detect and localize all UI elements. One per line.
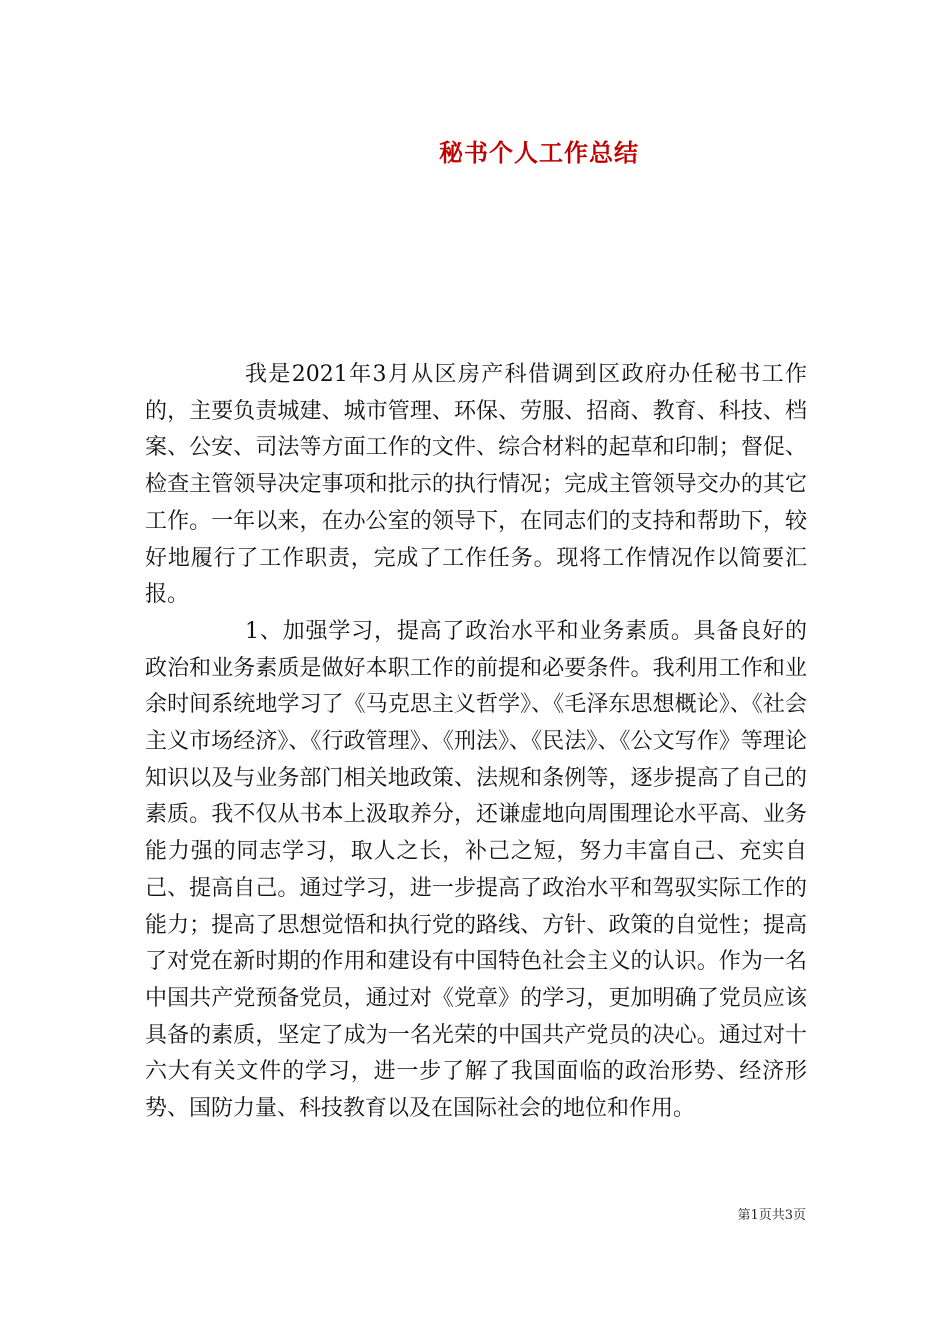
document-title: 秘书个人工作总结 <box>439 138 639 167</box>
page-number: 第1页共3页 <box>737 1208 806 1223</box>
paragraph-study: 1、加强学习，提高了政治水平和业务素质。具备良好的政治和业务素质是做好本职工作的前提和必要条件。我利用工作和业余时间系统地学习了《马克思主义哲学》、《毛泽东思想概论》、《社会主义市场经济》、《行政管理》、《刑法》、《民法》、《公文写作》等理论知识以及与业务部门相关地政策、法规和条例等，逐步提高了自己的素质。我不仅从书本上汲取养分，还谦虚地向周围理论水平高、业务能力强的同志学习，取人之长，补己之短，努力丰富自己、充实自己、提高自己。通过学习，进一步提高了政治水平和驾驭实际工作的能力；提高了思想觉悟和执行党的路线、方针、政策的自觉性；提高了对党在新时期的作用和建设有中国特色社会主义的认识。作为一名中国共产党预备党员，通过对《党章》的学习，更加明确了党员应该具备的素质，坚定了成为一名光荣的中国共产党员的决心。通过对十六大有关文件的学习，进一步了解了我国面临的政治形势、经济形势、国防力量、科技教育以及在国际社会的地位和作用。 <box>145 618 807 1122</box>
document-body <box>145 357 807 1128</box>
paragraph-intro: 我是2021年3月从区房产科借调到区政府办任秘书工作的，主要负责城建、城市管理、环保、劳服、招商、教育、科技、档案、公安、司法等方面工作的文件、综合材料的起草和印制；督促、检查主管领导决定事项和批示的执行情况；完成主管领导交办的其它工作。一年以来，在办公室的领导下，在同志们的支持和帮助下，较好地履行了工作职责，完成了工作任务。现将工作情况作以简要汇报。 <box>145 362 807 608</box>
